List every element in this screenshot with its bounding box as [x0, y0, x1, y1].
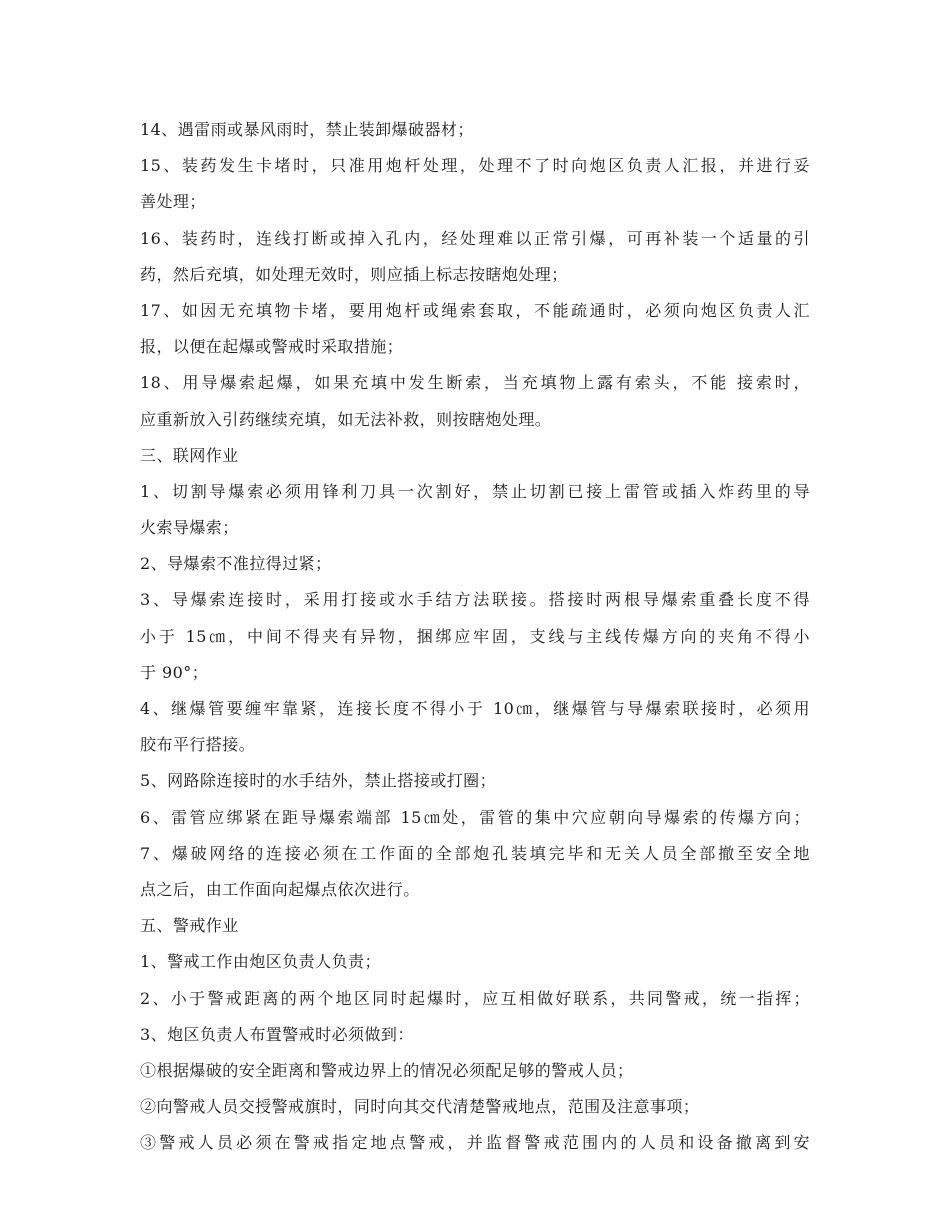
text-line: 点之后，由工作面向起爆点依次进行。	[140, 879, 420, 899]
text-line: 2、导爆索不准拉得过紧；	[140, 554, 332, 574]
text-line: 报，以便在起爆或警戒时采取措施；	[140, 337, 404, 357]
text-line: 18、用导爆索起爆，如果充填中发生断索，当充填物上露有索头，不能 接索时，	[140, 373, 810, 393]
text-line: 五、警戒作业	[140, 916, 239, 936]
text-line: 2、小于警戒距离的两个地区同时起爆时，应互相做好联系，共同警戒，统一指挥；	[140, 988, 810, 1008]
text-line: 6、雷管应绑紧在距导爆索端部 15㎝处，雷管的集中穴应朝向导爆索的传爆方向；	[140, 807, 810, 827]
text-line: 火索导爆索；	[140, 518, 239, 538]
text-line: 于 90°；	[140, 662, 209, 682]
text-line: 善处理；	[140, 192, 206, 212]
text-line: ②向警戒人员交授警戒旗时，同时向其交代清楚警戒地点，范围及注意事项；	[140, 1097, 700, 1117]
text-line: 17、如因无充填物卡堵，要用炮杆或绳索套取，不能疏通时，必须向炮区负责人汇	[140, 300, 810, 320]
text-line: 小于 15㎝，中间不得夹有异物，捆绑应牢固，支线与主线传爆方向的夹角不得小	[140, 626, 810, 646]
text-line: 3、炮区负责人布置警戒时必须做到：	[140, 1024, 414, 1044]
text-line: 4、继爆管要缠牢靠紧，连接长度不得小于 10㎝，继爆管与导爆索联接时，必须用	[140, 699, 810, 718]
text-line: 胶布平行搭接。	[140, 735, 256, 755]
text-line: 1、警戒工作由炮区负责人负责；	[140, 952, 381, 972]
text-line: ①根据爆破的安全距离和警戒边界上的情况必须配足够的警戒人员；	[140, 1060, 634, 1080]
text-line: 药，然后充填，如处理无效时，则应插上标志按瞎炮处理；	[140, 264, 568, 284]
text-line: ③警戒人员必须在警戒指定地点警戒，并监督警戒范围内的人员和设备撤离到安	[140, 1133, 810, 1153]
document-body	[140, 112, 810, 1161]
text-line: 7、爆破网络的连接必须在工作面的全部炮孔装填完毕和无关人员全部撤至安全地	[140, 843, 810, 863]
text-line: 14、遇雷雨或暴风雨时，禁止装卸爆破器材；	[140, 120, 474, 139]
text-line: 1、切割导爆索必须用锋利刀具一次割好，禁止切割已接上雷管或插入炸药里的导	[140, 481, 810, 501]
text-line: 15、装药发生卡堵时，只准用炮杆处理，处理不了时向炮区负责人汇报，并进行妥	[140, 156, 810, 176]
text-line: 应重新放入引药继续充填，如无法补救，则按瞎炮处理。	[140, 409, 552, 429]
text-line: 三、联网作业	[140, 445, 239, 465]
text-line: 3、导爆索连接时，采用打接或水手结方法联接。搭接时两根导爆索重叠长度不得	[140, 590, 810, 610]
text-line: 5、网路除连接时的水手结外，禁止搭接或打圈；	[140, 771, 497, 791]
text-line: 16、装药时，连线打断或掉入孔内，经处理难以正常引爆，可再补装一个适量的引	[140, 228, 810, 248]
